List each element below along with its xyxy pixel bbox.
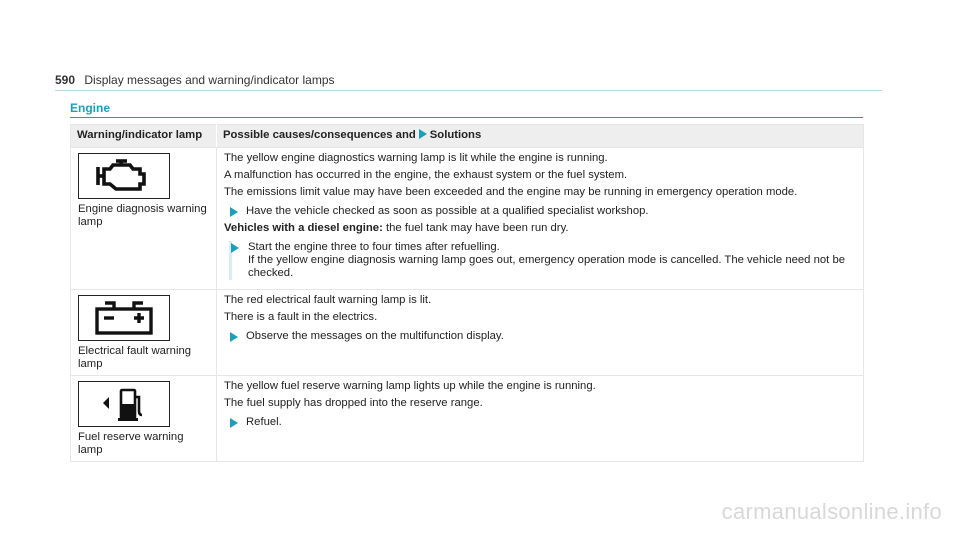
step-result-text: If the yellow engine diagnosis warning lamp goes out, emergency operation mode is cancelled. The vehicle need not be checked. [248,254,846,279]
description-cell [217,290,864,376]
table-row [71,290,864,376]
page-number: 590 [55,73,76,87]
header-lamp: Warning/indicator lamp [71,125,217,148]
paragraph: The yellow engine diagnostics warning lamp is lit while the engine is running. [224,152,608,164]
arrow-icon [230,332,238,342]
header-solutions-label: Solutions [429,129,482,141]
paragraph: The yellow fuel reserve warning lamp lights up while the engine is running. [224,380,596,392]
solution-step [224,416,857,429]
step-text: Observe the messages on the multifunction display. [246,330,504,342]
table-header-row [71,125,864,148]
battery-icon [78,295,170,341]
header-causes [217,125,864,148]
section-title: Engine [70,101,111,115]
lamp-label: Electrical fault warning lamp [78,345,192,370]
header-divider [55,90,882,91]
step-text: Refuel. [246,416,282,428]
lamp-cell [71,290,217,376]
lamp-cell [71,148,217,290]
paragraph: The fuel supply has dropped into the reserve range. [224,397,483,409]
step-text: Start the engine three to four times after refuelling. [248,241,500,253]
table-row [71,148,864,290]
lamp-label: Fuel reserve warning lamp [78,431,184,456]
arrow-icon [231,243,239,253]
page-title: Display messages and warning/indicator lamps [84,73,335,87]
engine-diagnosis-icon [78,153,170,199]
arrow-icon [230,207,238,217]
paragraph: There is a fault in the electrics. [224,311,378,323]
diesel-label: Vehicles with a diesel engine: [224,222,383,234]
diesel-text: the fuel tank may have been run dry. [382,222,569,234]
paragraph: A malfunction has occurred in the engine, the exhaust system or the fuel system. [224,169,628,181]
warning-lamp-table [70,124,864,462]
section-divider [70,117,863,118]
arrow-icon [419,129,427,139]
paragraph: The emissions limit value may have been exceeded and the engine may be running in emergency operation mode. [224,186,798,198]
paragraph: The red electrical fault warning lamp is lit. [224,294,432,306]
header-causes-label: Possible causes/consequences and [223,129,416,141]
fuel-pump-icon [78,381,170,427]
description-cell [217,376,864,462]
lamp-cell [71,376,217,462]
diesel-note [224,222,857,235]
solution-step [229,241,857,280]
solution-step [224,205,857,218]
watermark: carmanualsonline.info [721,499,942,524]
arrow-icon [230,418,238,428]
page-header [55,73,335,87]
lamp-label: Engine diagnosis warning lamp [78,203,207,228]
table-row [71,376,864,462]
solution-step [224,330,857,343]
description-cell [217,148,864,290]
step-text: Have the vehicle checked as soon as possible at a qualified specialist workshop. [246,205,649,217]
